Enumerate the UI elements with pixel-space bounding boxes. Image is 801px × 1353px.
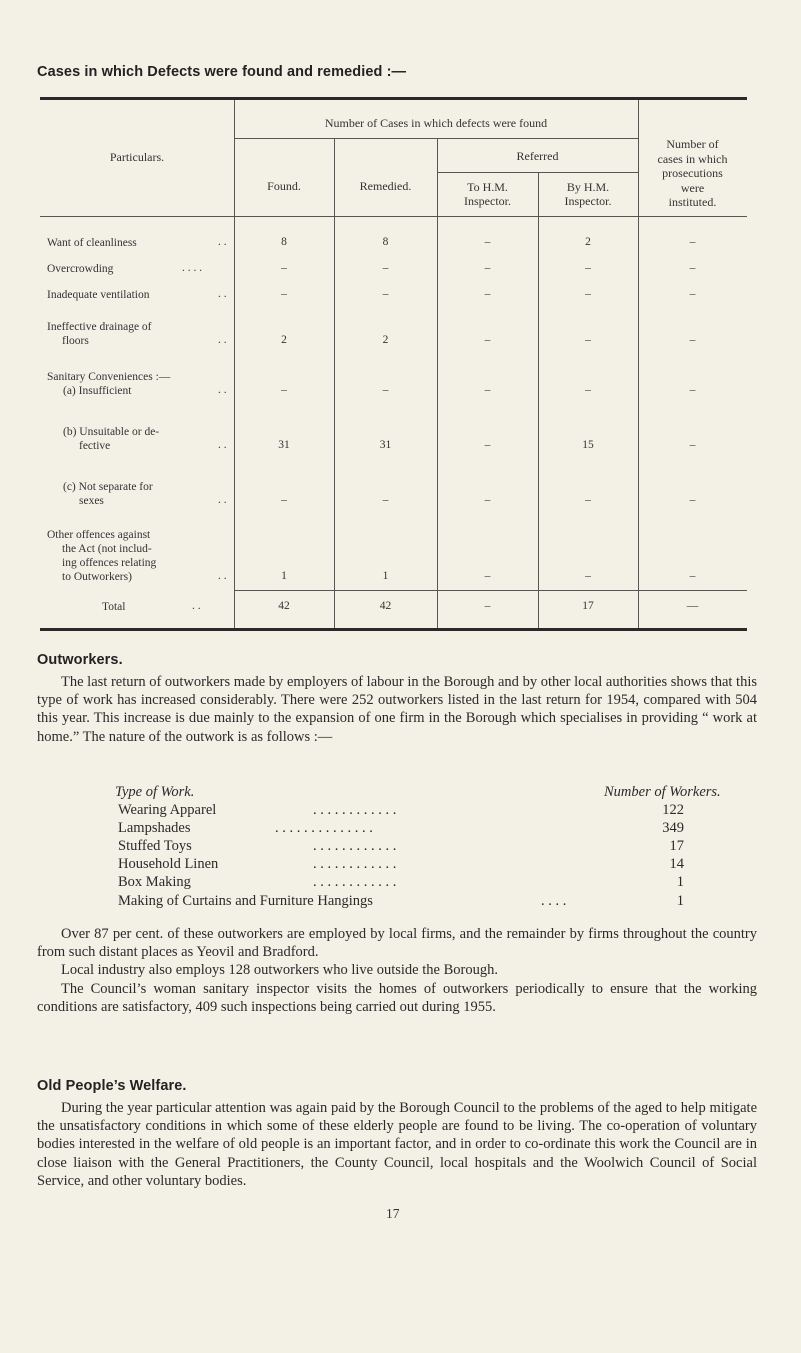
row-leader-dots: . . xyxy=(218,439,227,451)
outwork-number: 122 xyxy=(662,802,684,818)
cell-prosecutions: – xyxy=(689,384,696,396)
outwork-leader-dots: . . . . . . . . . . . . xyxy=(313,838,397,854)
header-prosecutions-line1: Number of xyxy=(666,137,719,151)
cell-found: 31 xyxy=(278,439,290,451)
header-remedied: Remedied. xyxy=(359,179,412,193)
outworkers-para-3: Local industry also employs 128 outworkers who live outside the Borough. xyxy=(61,962,498,979)
outwork-leader-dots: . . . . . . . . . . . . xyxy=(313,802,397,818)
cell-by-hm: – xyxy=(585,334,591,346)
outworkers-followup-block xyxy=(37,925,757,1016)
row-label: (b) Unsuitable or de- xyxy=(63,426,160,438)
outwork-number: 349 xyxy=(662,820,684,836)
outwork-leader-dots: . . . . . . . . . . . . xyxy=(313,856,397,872)
cell-to-hm: – xyxy=(484,384,491,396)
table-bottom-rule xyxy=(40,628,747,631)
header-bottom-line xyxy=(40,216,747,217)
cell-to-hm: – xyxy=(484,570,491,582)
cell-remedied: – xyxy=(382,494,389,506)
header-to-hm-line1: To H.M. xyxy=(467,180,508,194)
row-label: Other offences against xyxy=(47,529,151,541)
header-to-hm-line2: Inspector. xyxy=(464,194,511,208)
outwork-number: 1 xyxy=(676,874,684,890)
table-top-rule xyxy=(40,97,747,100)
row-leader-dots: . . xyxy=(218,236,227,248)
row-label: sexes xyxy=(79,495,104,507)
cell-found: – xyxy=(281,288,287,300)
cell-by-hm: – xyxy=(585,570,591,582)
outworkers-para-2: Over 87 per cent. of these outworkers are employed by local firms, and the remainder by firms throughout the country from such distant places as Yeovil and Bradford. xyxy=(37,926,757,961)
cell-remedied: – xyxy=(382,262,389,274)
cell-to-hm: – xyxy=(484,288,491,300)
cell-to-hm: – xyxy=(484,262,491,274)
outwork-type: Wearing Apparel xyxy=(118,802,217,818)
row-label: floors xyxy=(62,335,89,347)
cell-prosecutions: – xyxy=(689,334,696,346)
cell-found: 8 xyxy=(281,236,287,248)
outwork-number: 14 xyxy=(669,856,684,872)
col-type-of-work: Type of Work. xyxy=(115,784,195,800)
header-prosecutions-line4: were xyxy=(680,180,705,195)
row-label: Ineffective drainage of xyxy=(47,321,152,333)
cell-prosecutions: – xyxy=(689,570,696,582)
row-leader-dots: . . xyxy=(218,570,227,582)
outwork-type: Box Making xyxy=(118,874,191,890)
outwork-number: 1 xyxy=(676,893,684,909)
cell-to-hm: – xyxy=(484,439,491,451)
cell-remedied: – xyxy=(382,288,389,300)
row-label: ing offences relating xyxy=(62,557,157,569)
row-label: Inadequate ventilation xyxy=(47,289,150,301)
col-divider-2 xyxy=(334,138,335,628)
table-heading: Cases in which Defects were found and remedied :— xyxy=(37,64,407,80)
header-prosecutions-line3: prosecutions xyxy=(662,166,723,180)
row-label: (c) Not separate for xyxy=(63,481,153,493)
cell-by-hm: – xyxy=(585,288,591,300)
outwork-leader-dots: . . . . . . . . . . . . xyxy=(313,874,397,890)
row-leader-dots: . . . . xyxy=(182,262,203,274)
cell-found: 2 xyxy=(281,334,287,346)
total-label: Total xyxy=(102,601,126,613)
header-by-hm-line1: By H.M. xyxy=(566,180,610,194)
cell-prosecutions: – xyxy=(689,262,696,274)
cell-found: – xyxy=(281,262,287,274)
total-to-hm: – xyxy=(484,600,491,612)
header-referred: Referred xyxy=(516,149,559,163)
header-number-of-cases: Number of Cases in which defects were found xyxy=(324,116,548,130)
cell-found: – xyxy=(281,384,287,396)
header-prosecutions xyxy=(638,137,747,210)
outworkers-para-4: The Council’s woman sanitary inspector visits the homes of outworkers periodically to ensure that the working conditions are satisfactory, 409 such inspections being carried out during 1955. xyxy=(37,980,757,1015)
col-number-of-workers: Number of Workers. xyxy=(604,784,721,800)
header-by-hm xyxy=(538,180,638,208)
outworkers-intro: The last return of outworkers made by employers of labour in the Borough and by other local authorities shows that this type of work has increased considerably. There were 252 outworkers listed in the last return for 1954, compared with 504 this year. This increase is due mainly to the expansion of one firm in the Borough which specialises in providing “ work at home.” The nature of the outwork is as follows :— xyxy=(37,674,757,745)
row-leader-dots: . . xyxy=(218,384,227,396)
old-people-heading: Old People’s Welfare. xyxy=(37,1078,187,1094)
outwork-type: Household Linen xyxy=(118,856,219,872)
col-divider-3 xyxy=(437,138,438,628)
header-found: Found. xyxy=(267,179,301,193)
row-label: Sanitary Conveniences :— xyxy=(47,371,171,383)
row-label: Overcrowding xyxy=(47,263,114,275)
row-leader-dots: . . xyxy=(218,494,227,506)
header-line-2 xyxy=(437,172,638,173)
outwork-leader-dots: . . . . xyxy=(541,893,567,909)
outworkers-intro-block xyxy=(37,673,757,746)
cell-remedied: 8 xyxy=(382,236,389,248)
cell-remedied: – xyxy=(382,384,389,396)
cell-by-hm: – xyxy=(585,262,591,274)
page-number: 17 xyxy=(386,1206,400,1221)
cell-remedied: 1 xyxy=(382,570,389,582)
total-dots: . . xyxy=(192,600,201,612)
total-found: 42 xyxy=(278,600,290,612)
header-prosecutions-line2: cases in which xyxy=(657,151,728,166)
cell-prosecutions: – xyxy=(689,439,696,451)
outwork-leader-dots: . . . . . . . . . . . . . . xyxy=(275,820,373,836)
cell-prosecutions: – xyxy=(689,494,696,506)
row-leader-dots: . . xyxy=(218,334,227,346)
total-by-hm: 17 xyxy=(582,600,594,612)
cell-found: 1 xyxy=(281,570,287,582)
header-prosecutions-line5: instituted. xyxy=(668,195,717,209)
cell-by-hm: 15 xyxy=(582,439,594,451)
row-leader-dots: . . xyxy=(218,288,227,300)
row-label: fective xyxy=(79,440,111,452)
cell-remedied: 31 xyxy=(379,439,392,451)
row-label: the Act (not includ- xyxy=(62,543,152,555)
row-label: to Outworkers) xyxy=(62,571,132,583)
cell-by-hm: – xyxy=(585,494,591,506)
cell-prosecutions: – xyxy=(689,288,696,300)
row-label: (a) Insufficient xyxy=(63,385,132,397)
outwork-number: 17 xyxy=(669,838,684,854)
header-by-hm-line2: Inspector. xyxy=(564,194,612,208)
outworkers-heading: Outworkers. xyxy=(37,652,123,668)
outwork-type: Stuffed Toys xyxy=(118,838,192,854)
row-label: Want of cleanliness xyxy=(47,237,137,249)
cell-to-hm: – xyxy=(484,236,491,248)
cell-to-hm: – xyxy=(484,334,491,346)
header-line-1 xyxy=(234,138,638,139)
outwork-type: Lampshades xyxy=(118,820,191,836)
header-to-hm xyxy=(437,180,538,208)
total-top-line xyxy=(234,590,747,591)
total-remedied: 42 xyxy=(379,600,392,612)
outwork-type: Making of Curtains and Furniture Hangings xyxy=(118,893,373,909)
old-people-block xyxy=(37,1099,757,1190)
cell-prosecutions: – xyxy=(689,236,696,248)
total-prosecutions: — xyxy=(686,600,699,612)
old-people-para: During the year particular attention was again paid by the Borough Council to the problems of the aged to help mitigate the unsatisfactory conditions in which some of these elderly people are found to be living. The co-operation of voluntary bodies interested in the welfare of old people is an important factor, and in order to co-ordinate this work the Council are in close liaison with the General Practitioners, the County Council, local hospitals and the Woolwich Council of Social Service, and other voluntary bodies. xyxy=(37,1100,757,1189)
cell-by-hm: – xyxy=(585,384,591,396)
cell-found: – xyxy=(281,494,287,506)
header-particulars: Particulars. xyxy=(109,150,165,164)
cell-remedied: 2 xyxy=(382,334,389,346)
cell-by-hm: 2 xyxy=(585,236,591,248)
cell-to-hm: – xyxy=(484,494,491,506)
